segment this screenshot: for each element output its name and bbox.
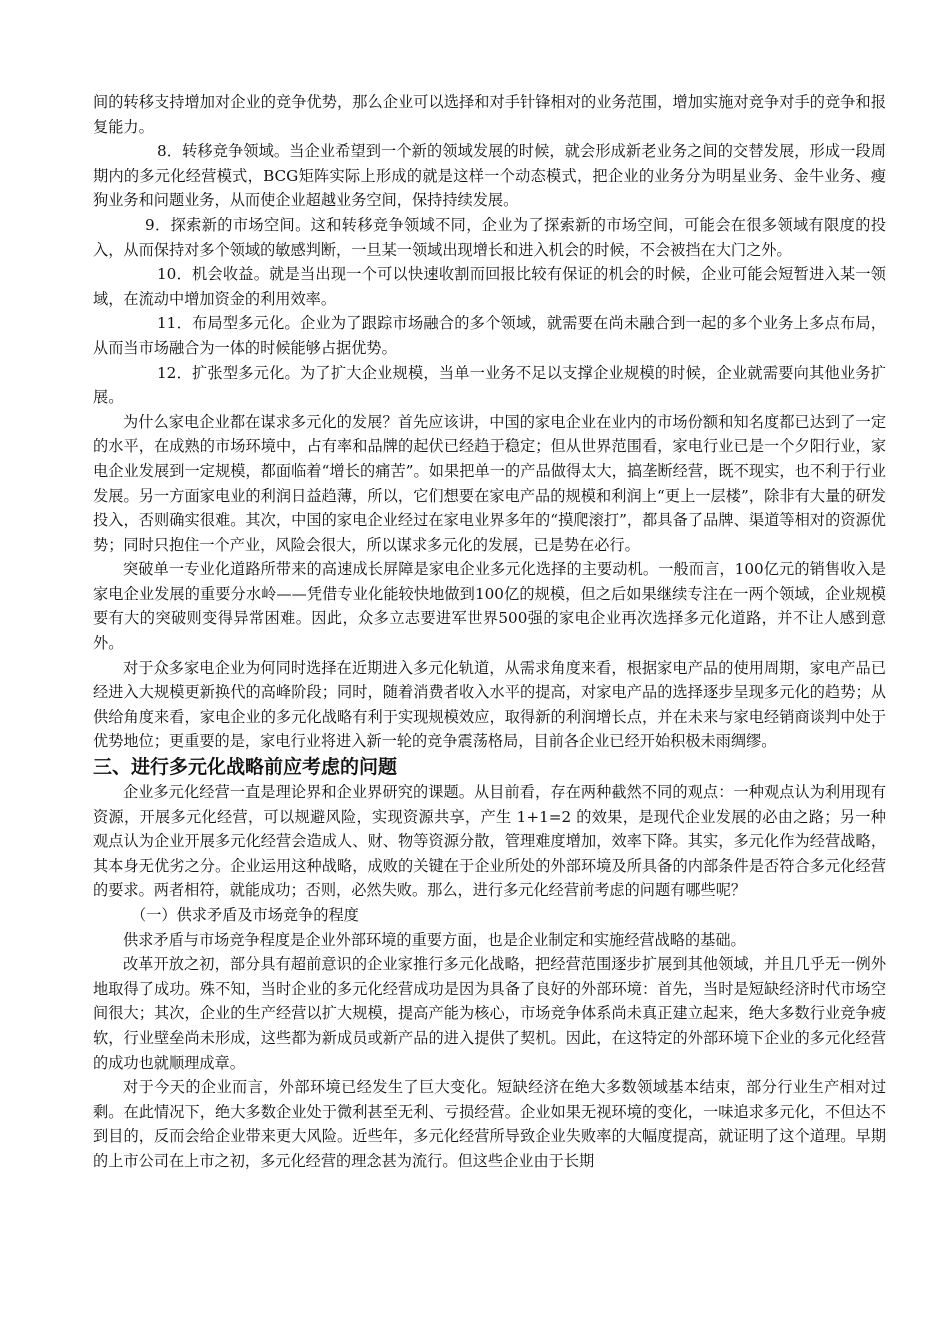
paragraph-section-intro: 企业多元化经营一直是理论界和企业界研究的课题。从目前看，存在两种截然不同的观点：一种观点认为利用现有资源，开展多元化经营，可以规避风险，实现资源共享，产生 1+1=2 的效果，是现代企业发展的必由之路；另一种观点认为企业开展多元化经营会造成人、财、物等资源分散，管理难度增加，效率下降。其实，多元化作为经营战略，其本身无优劣之分。企业运用这种战略，成败的关键在于企业所处的外部环境及所具备的内部条件是否符合多元化经营的要求。两者相符，就能成功；否则，必然失败。那么，进行多元化经营前考虑的问题有哪些呢？ <box>93 783 886 900</box>
paragraph-why-diversify: 为什么家电企业都在谋求多元化的发展？首先应该讲，中国的家电企业在业内的市场份额和知名度都已达到了一定的水平，在成熟的市场环境中，占有率和品牌的起伏已经趋于稳定；但从世界范围看，家电行业已是一个夕阳行业，家电企业发展到一定规模，都面临着“增长的痛苦”。如果把单一的产品做得太大，搞垄断经营，既不现实，也不利于行业发展。另一方面家电业的利润日益趋薄，所以，它们想要在家电产品的规模和利润上“更上一层楼”，除非有大量的研发投入，否则确实很难。其次，中国的家电企业经过在家电业界多年的“摸爬滚打”，都具备了品牌、渠道等相对的资源优势；同时只抱住一个产业，风险会很大，所以谋求多元化的发展，已是势在必行。 <box>93 412 886 554</box>
paragraph-today: 对于今天的企业而言，外部环境已经发生了巨大变化。短缺经济在绝大多数领域基本结束，部分行业生产相对过剩。在此情况下，绝大多数企业处于微利甚至无利、亏损经营。企业如果无视环境的变化，一味追求多元化，不但达不到目的，反而会给企业带来更大风险。近些年，多元化经营所导致企业失败率的大幅度提高，就证明了这个道理。早期的上市公司在上市之初，多元化经营的理念甚为流行。但这些企业由于长期 <box>93 1078 886 1170</box>
paragraph-item-11: 11．布局型多元化。企业为了跟踪市场融合的多个领域，就需要在尚未融合到一起的多个业务上多点布局，从而当市场融合为一体的时候能够占据优势。 <box>93 314 886 357</box>
subsection-heading: （一）供求矛盾及市场竞争的程度 <box>131 906 359 924</box>
paragraph-continuation: 间的转移支持增加对企业的竞争优势，那么企业可以选择和对手针锋相对的业务范围，增加实施对竞争对手的竞争和报复能力。 <box>93 93 886 136</box>
paragraph-item-10: 10．机会收益。就是当出现一个可以快速收割而回报比较有保证的机会的时候，企业可能会短暂进入某一领域，在流动中增加资金的利用效率。 <box>93 265 886 308</box>
paragraph-item-8: 8．转移竞争领域。当企业希望到一个新的领域发展的时候，就会形成新老业务之间的交替发展，形成一段周期内的多元化经营模式，BCG矩阵实际上形成的就是这样一个动态模式，把企业的业务分为明星业务、金牛业务、瘦狗业务和问题业务，从而使企业超越业务空间，保持持续发展。 <box>93 142 886 210</box>
paragraph-item-9: 9．探索新的市场空间。这和转移竞争领域不同，企业为了探索新的市场空间，可能会在很多领域有限度的投入，从而保持对多个领域的敏感判断，一旦某一领域出现增长和进入机会的时候，不会被挡在大门之外。 <box>93 215 886 259</box>
paragraph-demand-supply: 对于众多家电企业为何同时选择在近期进入多元化轨道，从需求角度来看，根据家电产品的使用周期，家电产品已经进入大规模更新换代的高峰阶段；同时，随着消费者收入水平的提高，对家电产品的选择逐步呈现多元化的趋势；从供给角度来看，家电企业的多元化战略有利于实现规模效应，取得新的利润增长点，并在未来与家电经销商谈判中处于优势地位；更重要的是，家电行业将进入新一轮的竞争震荡格局，目前各企业已经开始积极未雨绸缪。 <box>93 658 886 751</box>
section-heading: 三、进行多元化战略前应考虑的问题 <box>93 756 398 779</box>
paragraph-reform-era: 改革开放之初，部分具有超前意识的企业家推行多元化战略，把经营范围逐步扩展到其他领域，并且几乎无一例外地取得了成功。殊不知，当时企业的多元化经营成功是因为具备了良好的外部环境：首先，当时是短缺经济时代市场空间很大；其次，企业的生产经营以扩大规模，提高产能为核心，市场竞争体系尚未真正建立起来，绝大多数行业竞争疲软，行业壁垒尚未形成，这些都为新成员或新产品的进入提供了契机。因此，在这特定的外部环境下企业的多元化经营的成功也就顺理成章。 <box>93 955 886 1072</box>
paragraph-item-12: 12．扩张型多元化。为了扩大企业规模，当单一业务不足以支撑企业规模的时候，企业就需要向其他业务扩展。 <box>93 363 886 407</box>
paragraph-supply-demand: 供求矛盾与市场竞争程度是企业外部环境的重要方面，也是企业制定和实施经营战略的基础。 <box>123 930 746 949</box>
paragraph-growth-barrier: 突破单一专业化道路所带来的高速成长屏障是家电企业多元化选择的主要动机。一般而言，100亿元的销售收入是家电企业发展的重要分水岭——凭借专业化能较快地做到100亿的规模，但之后如果继续专注在一两个领域，企业规模要有大的突破则变得异常困难。因此，众多立志要进军世界500强的家电企业再次选择多元化道路，并不让人感到意外。 <box>93 560 886 653</box>
